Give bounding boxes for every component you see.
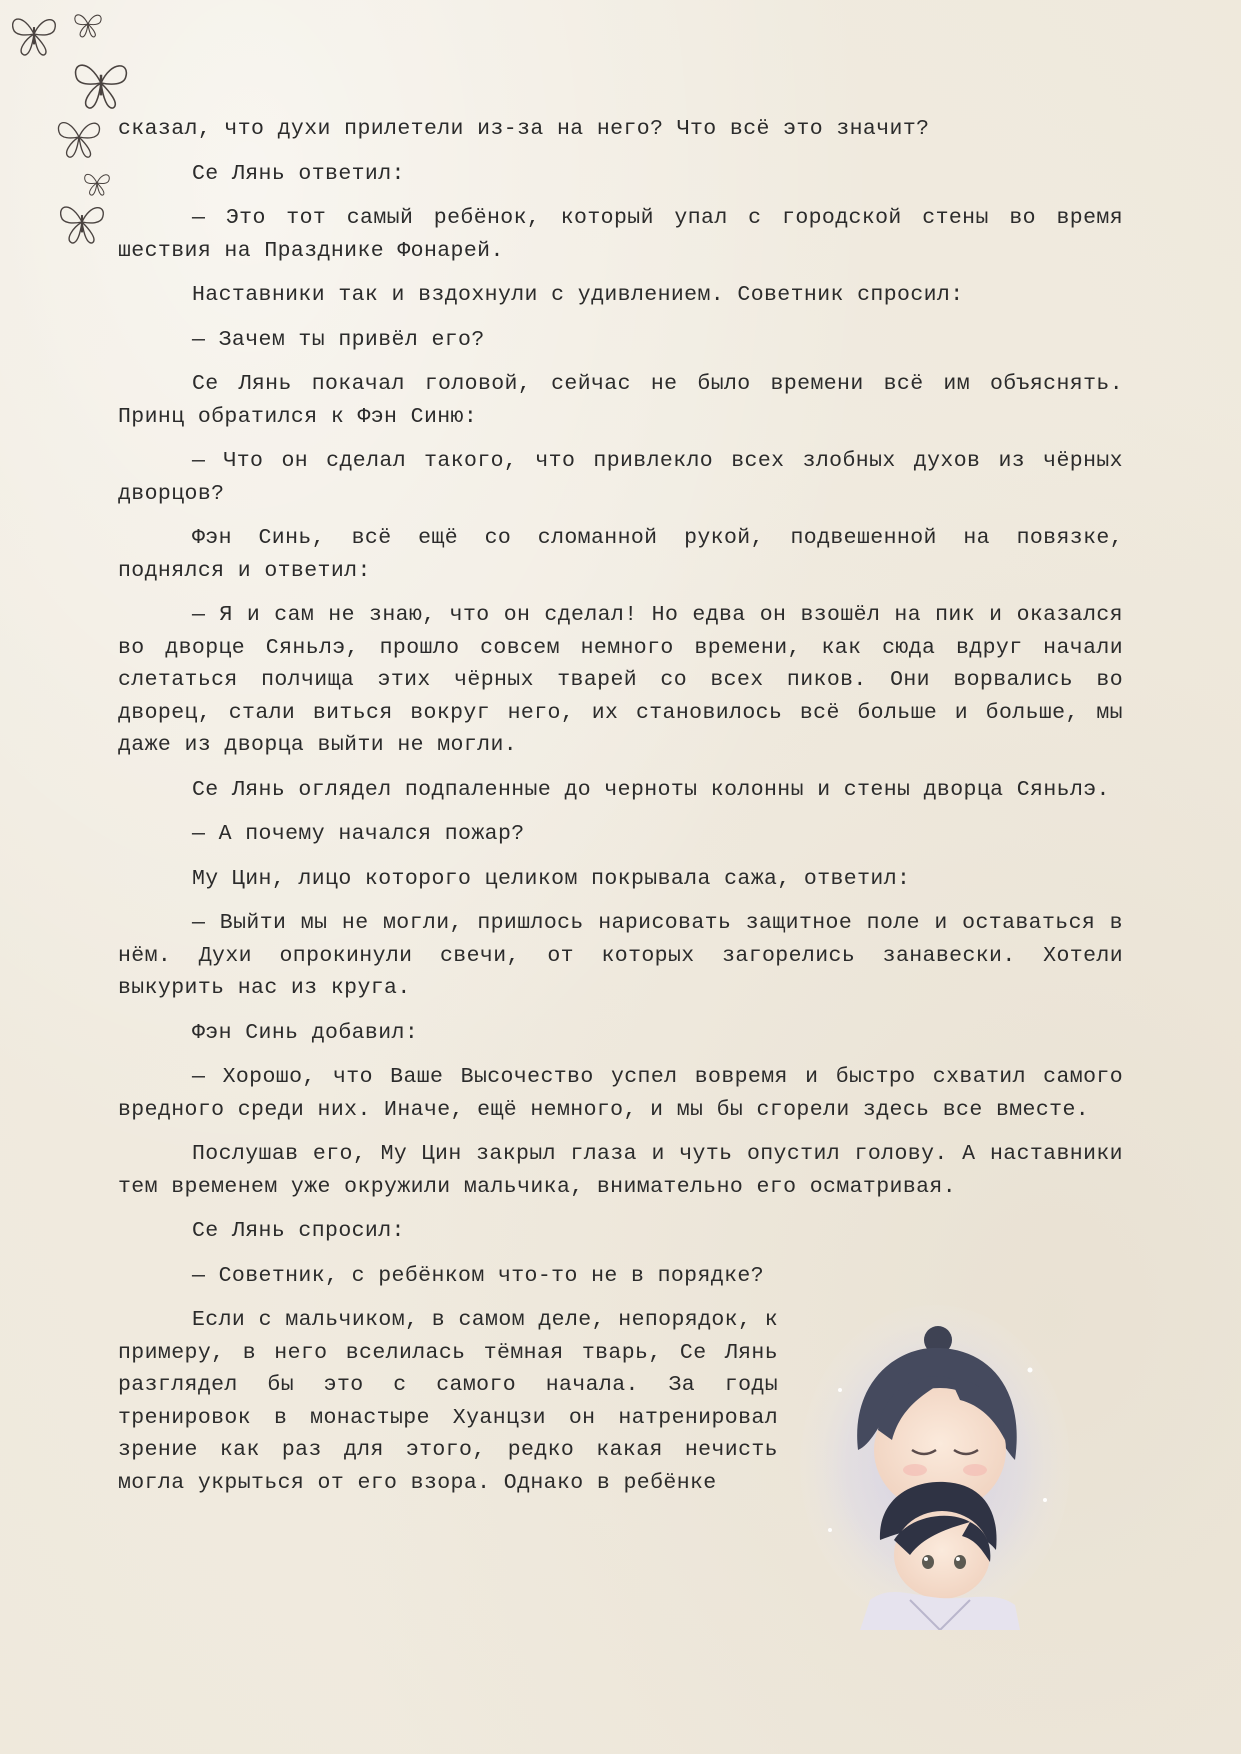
paragraph: — Это тот самый ребёнок, который упал с городской стены во время шествия на Празднике Фонарей. — [118, 206, 1123, 263]
paragraph: Се Лянь оглядел подпаленные до черноты колонны и стены дворца Сяньлэ. — [192, 777, 1110, 802]
paragraph: — Зачем ты привёл его? — [192, 327, 485, 352]
paragraph: Фэн Синь добавил: — [192, 1020, 419, 1045]
butterfly-icon — [72, 8, 104, 40]
paragraph: Наставники так и вздохнули с удивлением. Советник спросил: — [192, 283, 964, 307]
paragraph: Се Лянь ответил: — [192, 161, 405, 186]
paragraph: — Я и сам не знаю, что он сделал! Но едва он взошёл на пик и оказался во дворце Сяньлэ, прошло совсем немного времени, как сюда вдруг начали слетаться полчища этих чёрных тварей со всех пиков. Они ворвались во дворец, стали виться вокруг него, их становилось всё больше и больше, мы даже из дворца выйти не могли. — [118, 603, 1123, 757]
paragraph: Послушав его, Му Цин закрыл глаза и чуть опустил голову. А наставники тем временем уже окружили мальчика, внимательно его осматривая. — [118, 1142, 1123, 1199]
paragraph: — Советник, с ребёнком что-то не в порядке? — [192, 1263, 764, 1288]
paragraph: — Выйти мы не могли, пришлось нарисовать защитное поле и оставаться в нём. Духи опрокинули свечи, от которых загорелись занавески. Хотели выкурить нас из круга. — [118, 911, 1123, 1000]
paragraph: Се Лянь покачал головой, сейчас не было времени всё им объяснять. Принц обратился к Фэн Синю: — [118, 372, 1123, 429]
butterfly-icon — [54, 112, 104, 162]
paragraph: — Хорошо, что Ваше Высочество успел вовремя и быстро схватил самого вредного среди них. Иначе, ещё немного, и мы бы сгорели здесь все вместе. — [118, 1065, 1123, 1122]
paragraph: Если с мальчиком, в самом деле, непорядок, к примеру, в него вселилась тёмная тварь, Се Лянь разглядел бы это с самого начала. За годы тренировок в монастыре Хуанцзи он натренировал зрение как раз для этого, редко какая нечисть могла укрыться от его взора. Однако в ребёнке — [118, 1308, 778, 1495]
butterfly-icon — [82, 168, 112, 198]
chibi-illustration — [800, 1300, 1070, 1630]
paragraph: Му Цин, лицо которого целиком покрывала сажа, ответил: — [192, 866, 911, 891]
paragraph: сказал, что духи прилетели из-за на него? Что всё это значит? — [118, 117, 930, 141]
butterfly-icon — [56, 196, 108, 248]
paragraph: Се Лянь спросил: — [192, 1219, 405, 1243]
paragraph: — Что он сделал такого, что привлекло всех злобных духов из чёрных дворцов? — [118, 449, 1123, 506]
paragraph: — А почему начался пожар? — [192, 822, 525, 846]
butterfly-icon — [70, 52, 132, 114]
butterfly-icon — [8, 8, 60, 60]
paragraph: Фэн Синь, всё ещё со сломанной рукой, подвешенной на повязке, поднялся и ответил: — [118, 526, 1123, 583]
